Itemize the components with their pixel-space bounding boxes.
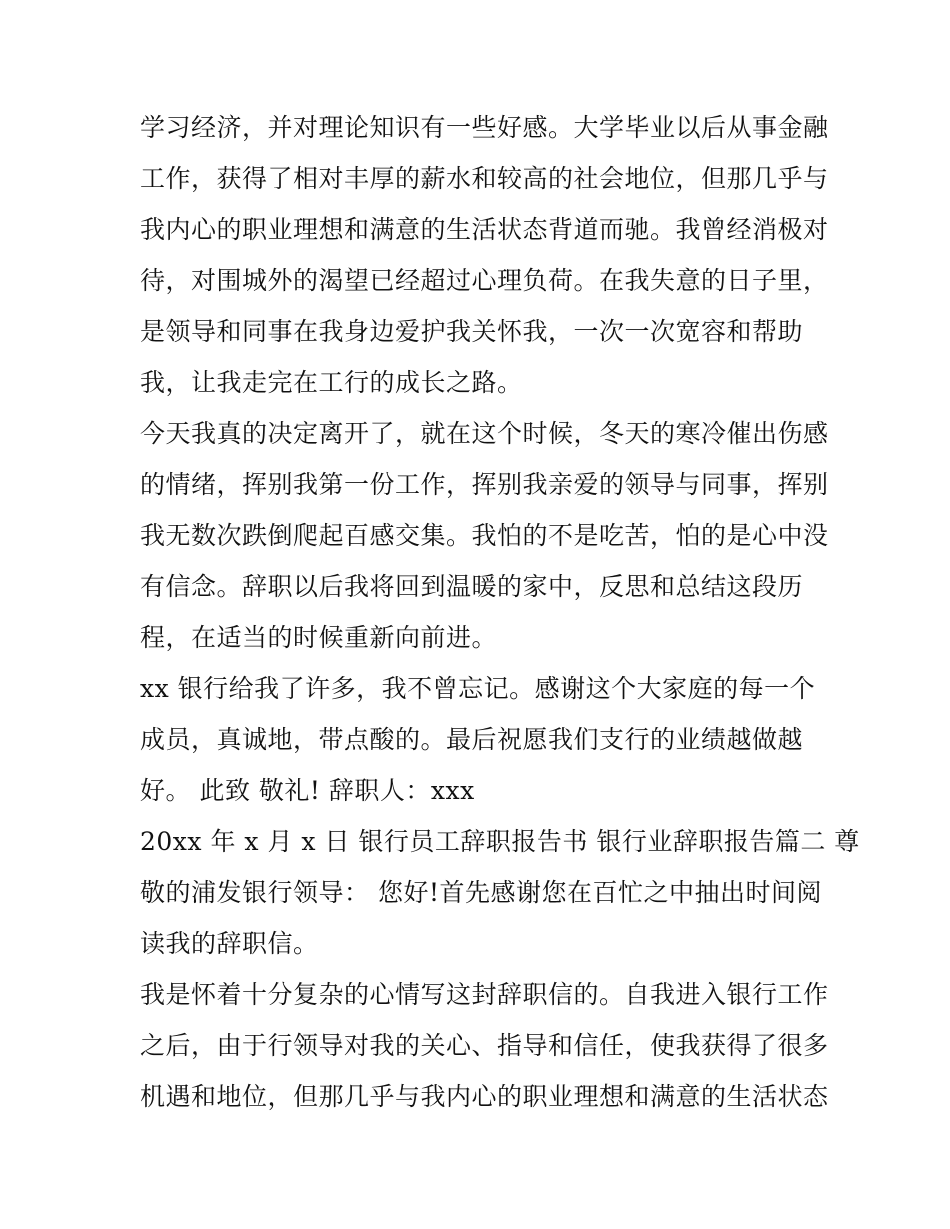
body-text — [140, 102, 860, 1122]
text-line: 我无数次跌倒爬起百感交集。我怕的不是吃苦，怕的是心中没 — [140, 521, 829, 550]
text-line: 的情绪，挥别我第一份工作，挥别我亲爱的领导与同事，挥别 — [140, 470, 829, 499]
text-line: 好。 此致 敬礼! 辞职人：xxx — [140, 776, 475, 805]
text-line: 工作，获得了相对丰厚的薪水和较高的社会地位，但那几乎与 — [140, 164, 829, 193]
text-line: 敬的浦发银行领导： 您好!首先感谢您在百忙之中抽出时间阅 — [140, 878, 822, 907]
text-line: 我内心的职业理想和满意的生活状态背道而驰。我曾经消极对 — [140, 215, 829, 244]
text-line: 程，在适当的时候重新向前进。 — [140, 623, 498, 652]
text-line: xx 银行给我了许多，我不曾忘记。感谢这个大家庭的每一个 — [140, 674, 816, 703]
text-line: 今天我真的决定离开了，就在这个时候，冬天的寒冷催出伤感 — [140, 419, 829, 448]
text-line: 有信念。辞职以后我将回到温暖的家中，反思和总结这段历 — [140, 572, 804, 601]
text-line: 之后，由于行领导对我的关心、指导和信任，使我获得了很多 — [140, 1031, 829, 1060]
text-line: 我，让我走完在工行的成长之路。 — [140, 368, 523, 397]
text-line: 待，对围城外的渴望已经超过心理负荷。在我失意的日子里， — [140, 266, 829, 295]
text-line: 是领导和同事在我身边爱护我关怀我，一次一次宽容和帮助 — [140, 317, 804, 346]
text-line: 读我的辞职信。 — [140, 929, 319, 958]
text-line: 我是怀着十分复杂的心情写这封辞职信的。自我进入银行工作 — [140, 980, 829, 1009]
text-line: 20xx 年 x 月 x 日 银行员工辞职报告书 银行业辞职报告篇二 尊 — [140, 827, 860, 856]
text-line: 学习经济，并对理论知识有一些好感。大学毕业以后从事金融 — [140, 113, 829, 142]
text-line: 机遇和地位，但那几乎与我内心的职业理想和满意的生活状态 — [140, 1082, 829, 1111]
text-line: 成员，真诚地，带点酸的。最后祝愿我们支行的业绩越做越 — [140, 725, 804, 754]
